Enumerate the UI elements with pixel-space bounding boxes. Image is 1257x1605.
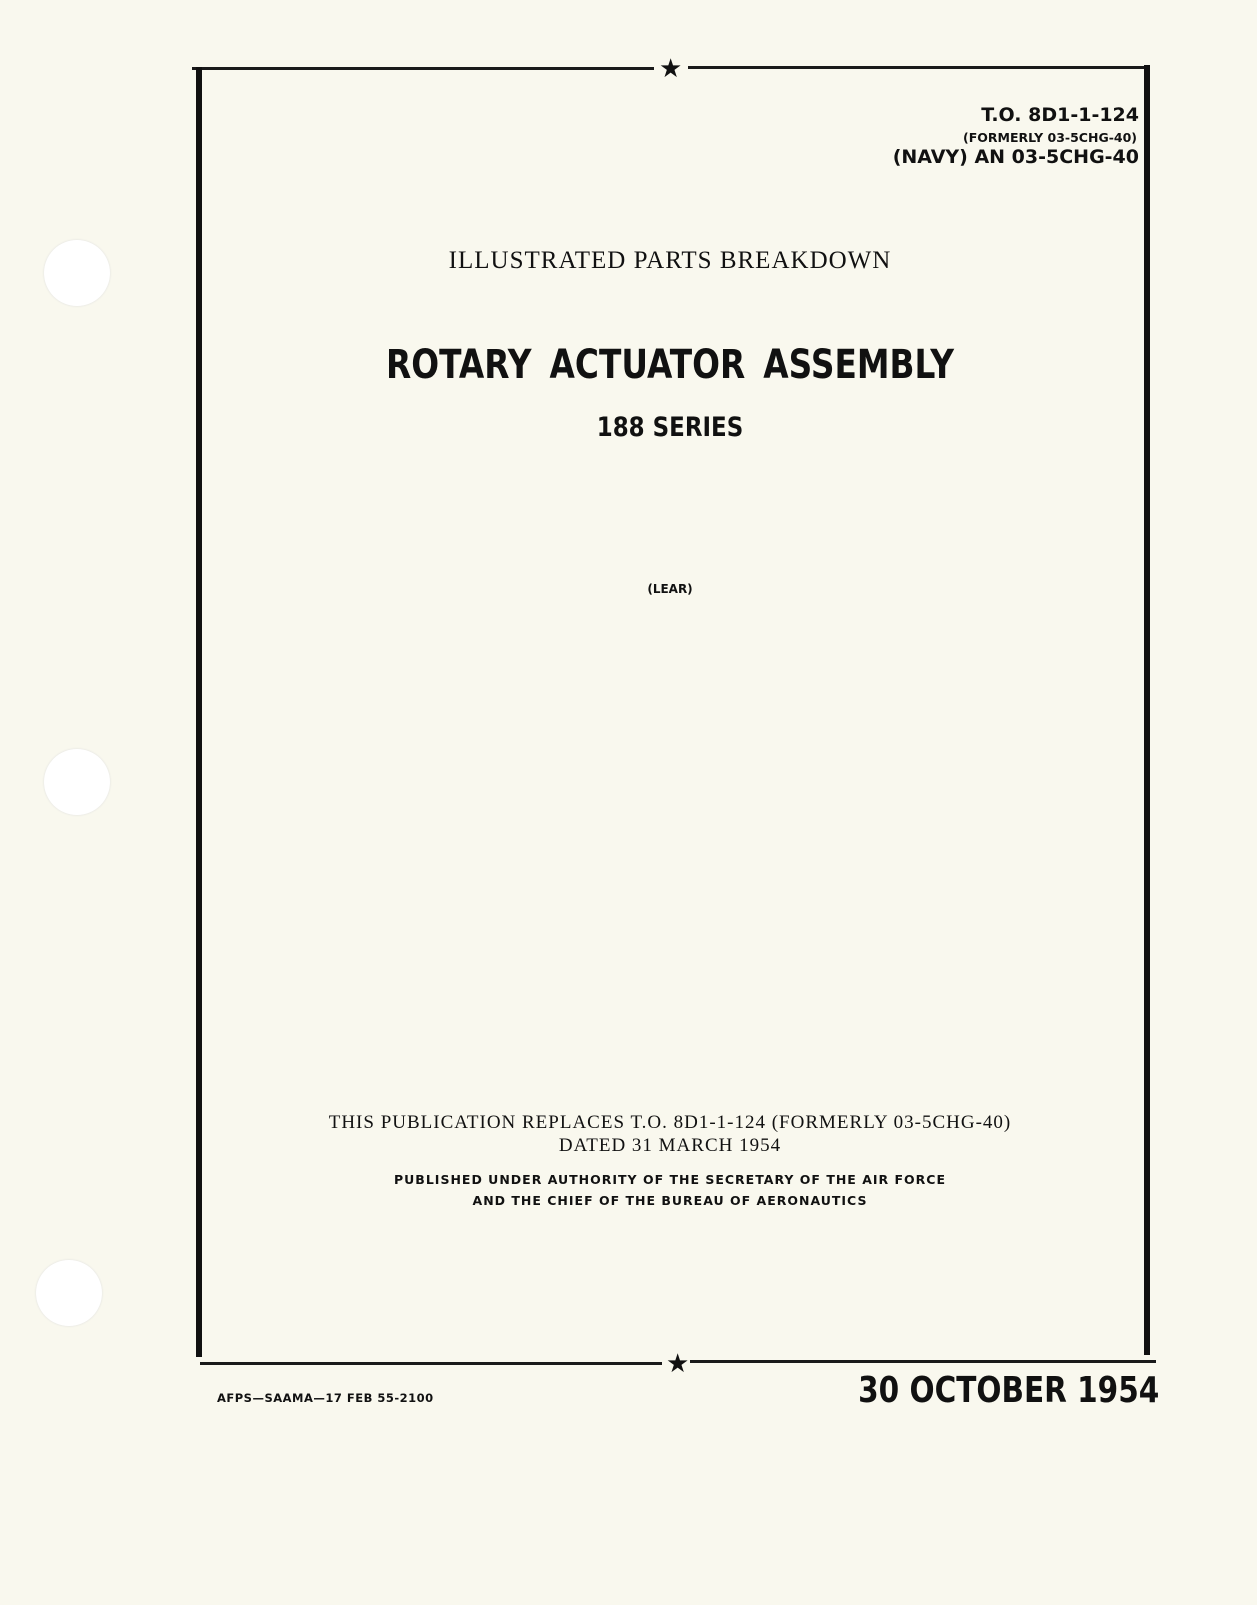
replaces-date: DATED 31 MARCH 1954 bbox=[558, 1135, 782, 1156]
manufacturer: (LEAR) bbox=[647, 582, 693, 596]
print-code: AFPS—SAAMA—17 FEB 55-2100 bbox=[217, 1391, 434, 1405]
formerly-number: (FORMERLY 03-5CHG-40) bbox=[963, 130, 1137, 145]
top-border-rule bbox=[688, 66, 1150, 69]
bottom-border-rule bbox=[200, 1362, 662, 1365]
to-number: T.O. 8D1-1-124 bbox=[981, 104, 1139, 126]
authority-line: PUBLISHED UNDER AUTHORITY OF THE SECRETARY OF THE AIR FORCE bbox=[394, 1172, 946, 1187]
bottom-border-rule bbox=[690, 1360, 1156, 1363]
punch-hole bbox=[36, 1260, 102, 1326]
star-icon: ★ bbox=[666, 1348, 690, 1378]
authority-line: AND THE CHIEF OF THE BUREAU OF AERONAUTICS bbox=[472, 1193, 868, 1208]
publication-date: 30 OCTOBER 1954 bbox=[857, 1370, 1159, 1411]
document-title: ROTARY ACTUATOR ASSEMBLY bbox=[385, 342, 955, 388]
star-icon: ★ bbox=[659, 53, 683, 83]
punch-hole bbox=[44, 749, 110, 815]
document-subtitle: 188 SERIES bbox=[596, 412, 744, 443]
document-kicker: ILLUSTRATED PARTS BREAKDOWN bbox=[448, 247, 892, 274]
right-border-rule bbox=[1144, 65, 1150, 1355]
top-border-rule bbox=[192, 67, 654, 70]
navy-number: (NAVY) AN 03-5CHG-40 bbox=[892, 146, 1139, 168]
punch-hole bbox=[44, 240, 110, 306]
replaces-notice: THIS PUBLICATION REPLACES T.O. 8D1-1-124 (FORMERLY 03-5CHG-40) bbox=[328, 1112, 1012, 1133]
